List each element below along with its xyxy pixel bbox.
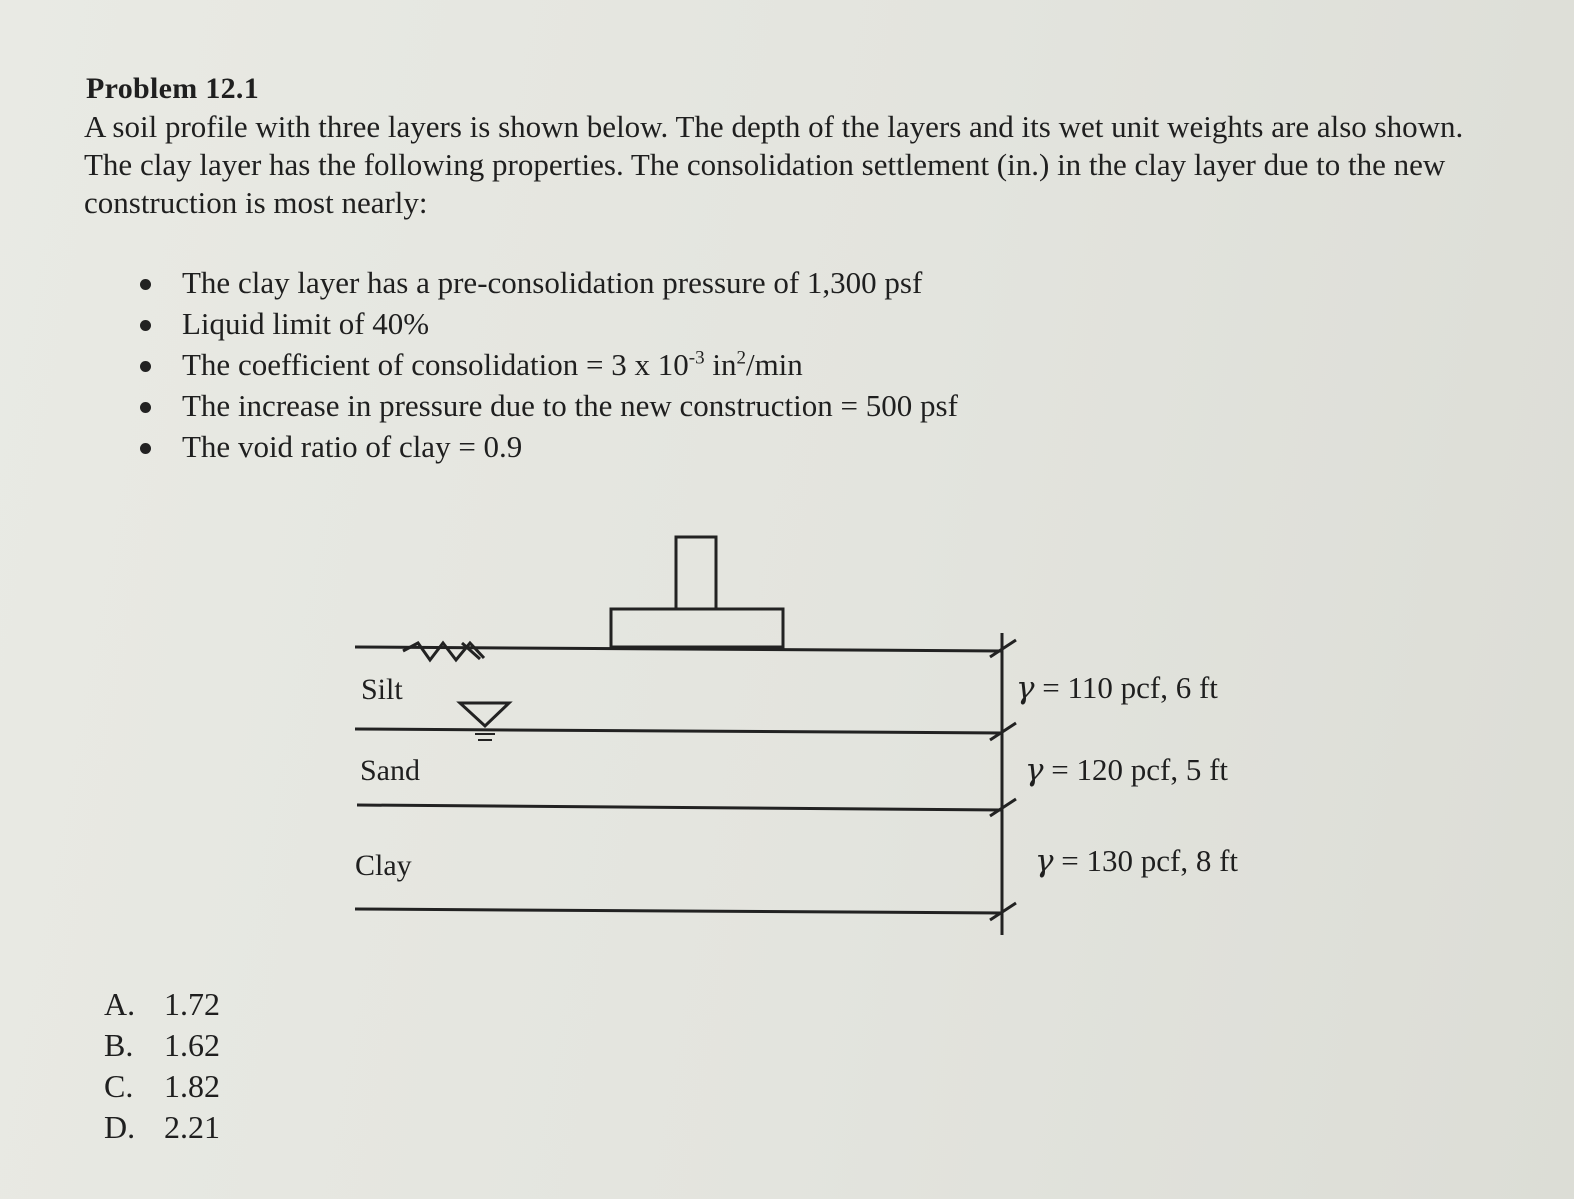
property-void-ratio: The void ratio of clay = 0.9 — [120, 426, 958, 467]
clay-bottom-boundary — [355, 909, 1003, 913]
property-pressure-increase: The increase in pressure due to the new construction = 500 psf — [120, 385, 958, 426]
answer-choices — [104, 984, 220, 1148]
footing-base — [611, 609, 783, 647]
ground-surface-line — [355, 647, 1003, 651]
property-coefficient-consolidation: The coefficient of consolidation = 3 x $10^{-3}$ $in^2/\min$ — [120, 344, 958, 385]
answer-option-a[interactable]: A. 1.72 — [104, 986, 220, 1022]
sand-clay-boundary — [357, 805, 1003, 810]
answer-option-d[interactable]: D. 2.21 — [104, 1109, 220, 1145]
layer-label-silt: Silt — [361, 673, 403, 706]
layer-label-clay: Clay — [355, 849, 412, 882]
layer-label-sand: Sand — [360, 754, 420, 787]
problem-title: Problem 12.1 — [86, 72, 260, 105]
problem-statement: A soil profile with three layers is shown below. The depth of the layers and its wet unit weights are also shown. The clay layer has the following properties. The consolidation settlement (in.) in the clay layer due to the new construction is most nearly: — [84, 109, 1464, 220]
silt-sand-boundary — [355, 729, 1003, 733]
water-table-icon — [460, 703, 509, 726]
gamma-silt: γ = 110 pcf, 6 ft — [1016, 670, 1218, 706]
footing-column — [676, 537, 716, 609]
gamma-sand: γ = 120 pcf, 5 ft — [1025, 752, 1229, 788]
gamma-clay: γ = 130 pcf, 8 ft — [1035, 843, 1239, 879]
property-preconsolidation: The clay layer has a pre-consolidation pressure of 1,300 psf — [120, 262, 958, 303]
property-liquid-limit: Liquid limit of 40% — [120, 303, 958, 344]
answer-option-c[interactable]: C. 1.82 — [104, 1068, 220, 1104]
answer-option-b[interactable]: B. 1.62 — [104, 1027, 220, 1063]
